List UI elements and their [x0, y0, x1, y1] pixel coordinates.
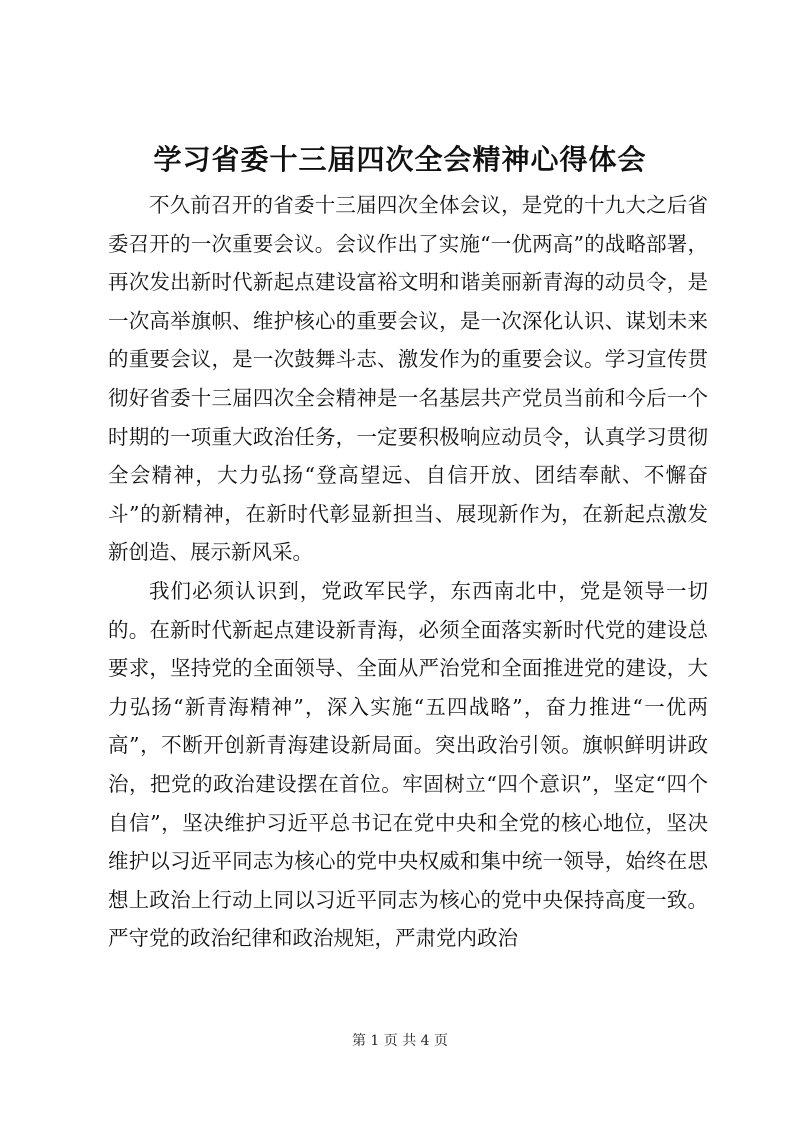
paragraph-1: 不久前召开的省委十三届四次全体会议，是党的十九大之后省委召开的一次重要会议。会议作出了实施“一优两高”的战略部署，再次发出新时代新起点建设富裕文明和谐美丽新青海的动员令，是一次高举旗帜、维护核心的重要会议，是一次深化认识、谋划未来的重要会议，是一次鼓舞斗志、激发作为的重要会议。学习宣传贯彻好省委十三届四次全会精神是一名基层共产党员当前和今后一个时期的一项重大政治任务，一定要积极响应动员令，认真学习贯彻全会精神，大力弘扬“登高望远、自信开放、团结奉献、不懈奋斗”的新精神，在新时代彰显新担当、展现新作为，在新起点激发新创造、展示新风采。: [108, 193, 708, 565]
document-title: 学习省委十三届四次全会精神心得体会: [153, 143, 647, 176]
page-footer: 第 1 页 共 4 页: [351, 1033, 449, 1049]
document-body: [108, 186, 708, 958]
paragraph-2: 我们必须认识到，党政军民学，东西南北中，党是领导一切的。在新时代新起点建设新青海，必须全面落实新时代党的建设总要求，坚持党的全面领导、全面从严治党和全面推进党的建设，大力弘扬“新青海精神”，深入实施“五四战略”，奋力推进“一优两高”，不断开创新青海建设新局面。突出政治引领。旗帜鲜明讲政治，把党的政治建设摆在首位。牢固树立“四个意识”，坚定“四个自信”，坚决维护习近平总书记在党中央和全党的核心地位，坚决维护以习近平同志为核心的党中央权威和集中统一领导，始终在思想上政治上行动上同以习近平同志为核心的党中央保持高度一致。严守党的政治纪律和政治规矩，严肃党内政治: [108, 578, 708, 951]
